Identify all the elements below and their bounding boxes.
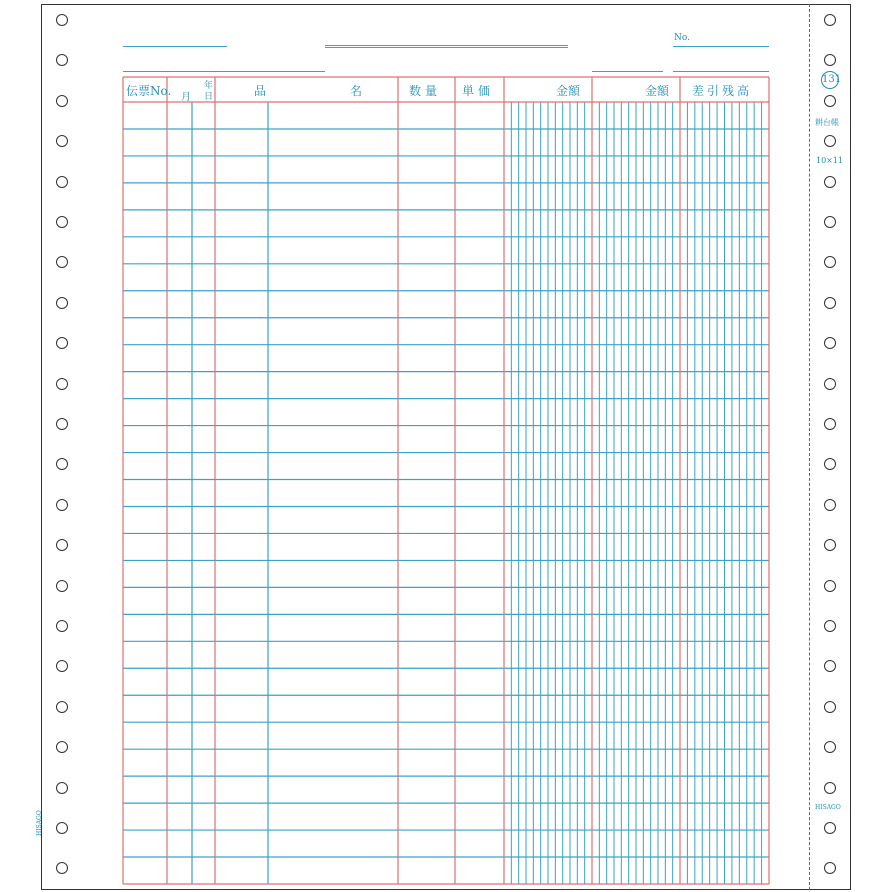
col-header-month: 月 [181,92,191,103]
col-header-amount-2: 金額 [645,84,670,98]
col-header-name: 名 [350,84,363,98]
col-header-year: 年 [204,81,214,91]
col-header-balance: 差引残高 [692,84,753,98]
col-header-slip-no: 伝票No. [126,84,172,98]
col-header-amount-1: 金額 [556,84,581,98]
form-number-badge: 131 [821,71,839,89]
size-label: 10×11 [816,156,844,165]
paper-type-label: 耕台帳 [815,118,839,127]
col-header-quantity: 数量 [409,84,442,98]
brand-mark-right: HISAGO [815,804,841,811]
number-label: No. [674,33,690,43]
col-header-day: 日 [204,92,214,102]
col-header-item: 品 [254,84,267,98]
col-header-unit-price: 単価 [462,84,495,98]
brand-mark-left: HISAGO [36,810,43,836]
